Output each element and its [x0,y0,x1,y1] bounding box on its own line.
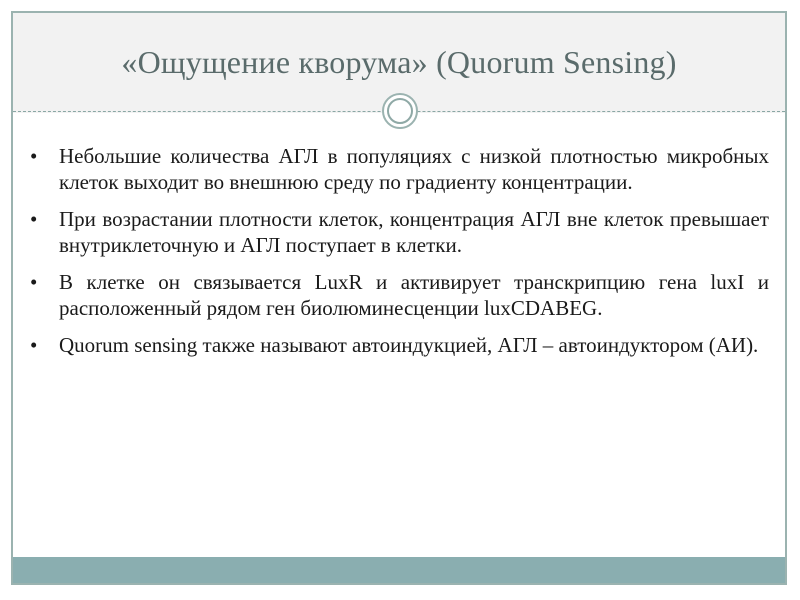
bullet-item [28,269,769,321]
bullet-text: Quorum sensing также называют автоиндукцией, АГЛ – автоиндуктором (АИ). [59,333,759,357]
bullet-marker: • [30,333,38,357]
slide-title: «Ощущение кворума» (Quorum Sensing) [121,44,677,80]
footer-bar [13,557,785,583]
divider-circle-inner-ring [387,98,413,124]
slide [11,11,787,585]
bullet-item [28,332,769,358]
bullet-marker: • [30,207,38,231]
bullet-text: Небольшие количества АГЛ в популяциях с низкой плотностью микробных клеток выходит во внешнюю среду по градиенту концентрации. [59,144,769,194]
bullet-marker: • [30,144,38,168]
bullet-marker: • [30,270,38,294]
bullet-text: В клетке он связывается LuxR и активирует транскрипцию гена luxI и расположенный рядом ген биолюминесценции luxCDABEG. [59,270,769,320]
bullet-list [28,143,769,369]
bullet-item [28,206,769,258]
bullet-item [28,143,769,195]
divider-circle-ornament [382,93,418,129]
bullet-text: При возрастании плотности клеток, концентрация АГЛ вне клеток превышает внутриклеточную и АГЛ поступает в клетки. [59,207,769,257]
